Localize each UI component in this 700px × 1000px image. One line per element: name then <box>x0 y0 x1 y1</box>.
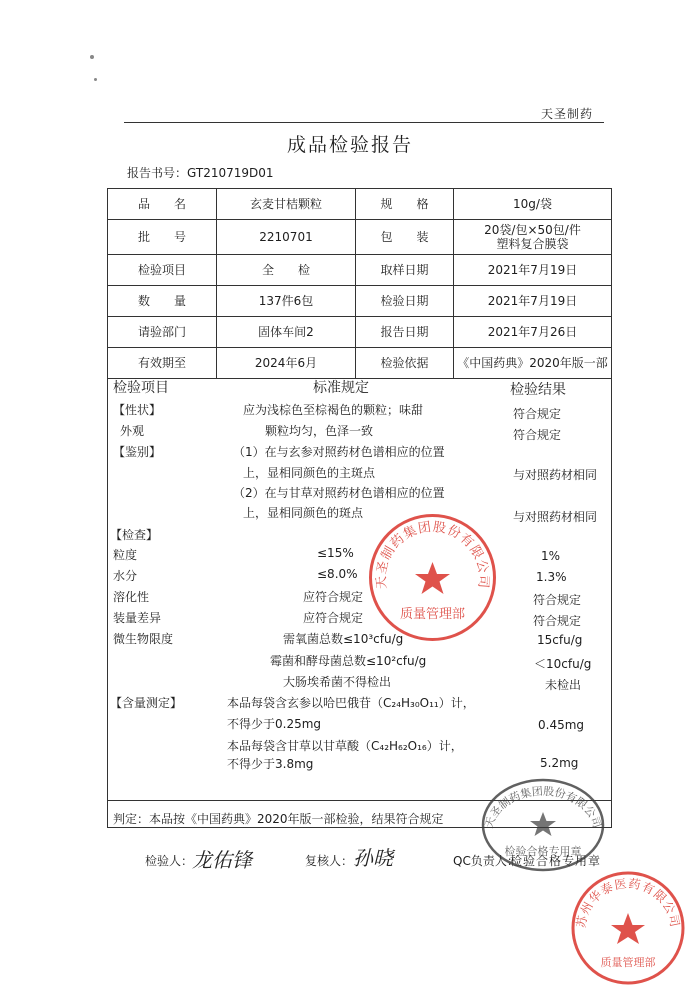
qa-dept-stamp <box>365 510 500 645</box>
sample-date-label: 取样日期 <box>356 255 454 286</box>
granularity-item: 粒度 <box>113 548 138 562</box>
page-title: 成品检验报告 <box>286 134 413 156</box>
qc-stamp-dept: 检验合格专用章 <box>504 845 582 858</box>
micro-2-result: ＜10cfu/g <box>534 657 592 671</box>
micro-1-standard: 需氧菌总数≤10³cfu/g <box>283 632 404 646</box>
inspect-date: 2021年7月19日 <box>454 286 612 317</box>
brand-name: 天圣制药 <box>541 107 594 121</box>
fill-item: 装量差异 <box>113 611 162 625</box>
batch: 2210701 <box>217 220 356 255</box>
properties-heading: 【性状】 <box>113 403 162 417</box>
inspect-item: 全 检 <box>217 255 356 286</box>
moisture-standard: ≤8.0% <box>317 567 358 581</box>
spec-label: 规 格 <box>356 189 454 220</box>
report-number-value: GT210719D01 <box>187 166 274 180</box>
star-icon <box>530 812 556 836</box>
punch-mark <box>94 78 97 81</box>
appearance-item: 外观 <box>120 424 145 438</box>
table-row <box>108 286 612 317</box>
micro-3-result: 未检出 <box>545 678 582 692</box>
qa-stamp-dept: 质量管理部 <box>399 607 466 622</box>
reviewer-label: 复核人： <box>305 854 354 868</box>
granularity-result: 1% <box>541 549 561 563</box>
assay-heading: 【含量测定】 <box>110 696 183 710</box>
identify-heading: 【鉴别】 <box>113 445 162 459</box>
identify-2-line-2: 上，显相同颜色的斑点 <box>243 506 364 520</box>
quantity: 137件6包 <box>217 286 356 317</box>
check-heading: 【检查】 <box>110 528 159 542</box>
table-row <box>108 189 612 220</box>
properties-standard: 应为浅棕色至棕褐色的颗粒；味甜 <box>243 403 424 417</box>
identify-1-line-1: （1）在与玄参对照药材色谱相应的位置 <box>233 445 445 459</box>
micro-2-standard: 霉菌和酵母菌总数≤10²cfu/g <box>270 654 427 668</box>
solubility-item: 溶化性 <box>113 590 150 604</box>
moisture-result: 1.3% <box>536 570 567 584</box>
appearance-result: 符合规定 <box>513 428 562 442</box>
reviewer-signature: 孙晓 <box>353 846 393 870</box>
qc-inspection-stamp <box>478 775 608 875</box>
expiry: 2024年6月 <box>217 348 356 379</box>
identify-2-result: 与对照药材相同 <box>513 510 598 524</box>
identify-1-result: 与对照药材相同 <box>513 468 598 482</box>
package-label: 包 装 <box>356 220 454 255</box>
package <box>454 220 612 255</box>
assay-2-line-2: 不得少于3.8mg <box>227 757 314 771</box>
table-row <box>108 220 612 255</box>
third-stamp-company: 苏州华泰医药有限公司 <box>573 876 683 929</box>
third-stamp-dept: 质量管理部 <box>600 956 656 969</box>
sample-date: 2021年7月19日 <box>454 255 612 286</box>
expiry-label: 有效期至 <box>108 348 217 379</box>
solubility-standard: 应符合规定 <box>303 590 364 604</box>
moisture-item: 水分 <box>113 569 138 583</box>
micro-3-standard: 大肠埃希菌不得检出 <box>283 675 392 689</box>
inspect-date-label: 检验日期 <box>356 286 454 317</box>
conclusion: 判定：本品按《中国药典》2020年版一部检验，结果符合规定 <box>113 812 444 826</box>
report-date-label: 报告日期 <box>356 317 454 348</box>
inspector-label: 检验人： <box>145 854 194 868</box>
assay-2-result: 5.2mg <box>540 756 579 770</box>
fill-standard: 应符合规定 <box>303 611 364 625</box>
report-number <box>127 164 274 181</box>
third-company-stamp <box>568 868 688 988</box>
product-name: 玄麦甘桔颗粒 <box>217 189 356 220</box>
batch-label: 批 号 <box>108 220 217 255</box>
star-icon <box>415 562 450 594</box>
star-icon <box>611 913 645 944</box>
basis-label: 检验依据 <box>356 348 454 379</box>
qc-label: QC负责人： <box>453 854 519 868</box>
properties-result: 符合规定 <box>513 407 562 421</box>
basis: 《中国药典》2020年版一部 <box>454 348 612 379</box>
product-name-label: 品 名 <box>108 189 217 220</box>
quantity-label: 数 量 <box>108 286 217 317</box>
report-number-label: 报告书号： <box>127 166 188 180</box>
package-line-2: 塑料复合膜袋 <box>496 237 569 251</box>
micro-item: 微生物限度 <box>113 632 174 646</box>
fill-result: 符合规定 <box>533 614 582 628</box>
package-line-1: 20袋/包×50包/件 <box>484 223 581 237</box>
col-standard-header: 标准规定 <box>313 380 369 396</box>
assay-2-line-1: 本品每袋含甘草以甘草酸（C₄₂H₆₂O₁₆）计， <box>227 739 463 753</box>
assay-1-line-2: 不得少于0.25mg <box>227 717 322 731</box>
info-table <box>107 188 612 379</box>
identify-2-line-1: （2）在与甘草对照药材色谱相应的位置 <box>233 486 445 500</box>
col-result-header: 检验结果 <box>510 382 566 398</box>
report-date: 2021年7月26日 <box>454 317 612 348</box>
identify-1-line-2: 上，显相同颜色的主斑点 <box>243 466 376 480</box>
spec: 10g/袋 <box>454 189 612 220</box>
dept: 固体车间2 <box>217 317 356 348</box>
qc-stamp-company: 天圣制药集团股份有限公司 <box>482 784 604 830</box>
micro-1-result: 15cfu/g <box>537 633 583 647</box>
qc-stamp-text: 检验合格专用章 <box>510 854 602 868</box>
qa-stamp-company: 天圣制药集团股份有限公司 <box>374 519 491 590</box>
granularity-standard: ≤15% <box>317 546 354 560</box>
appearance-standard: 颗粒均匀，色泽一致 <box>265 424 374 438</box>
table-row <box>108 255 612 286</box>
inspect-item-label: 检验项目 <box>108 255 217 286</box>
dept-label: 请验部门 <box>108 317 217 348</box>
table-row <box>108 317 612 348</box>
solubility-result: 符合规定 <box>533 593 582 607</box>
punch-mark <box>90 55 94 59</box>
assay-1-line-1: 本品每袋含玄参以哈巴俄苷（C₂₄H₃₀O₁₁）计， <box>227 696 475 710</box>
assay-1-result: 0.45mg <box>538 718 585 732</box>
header-rule <box>124 122 604 123</box>
inspector-signature: 龙佑锋 <box>192 848 252 872</box>
col-item-header: 检验项目 <box>113 380 169 396</box>
